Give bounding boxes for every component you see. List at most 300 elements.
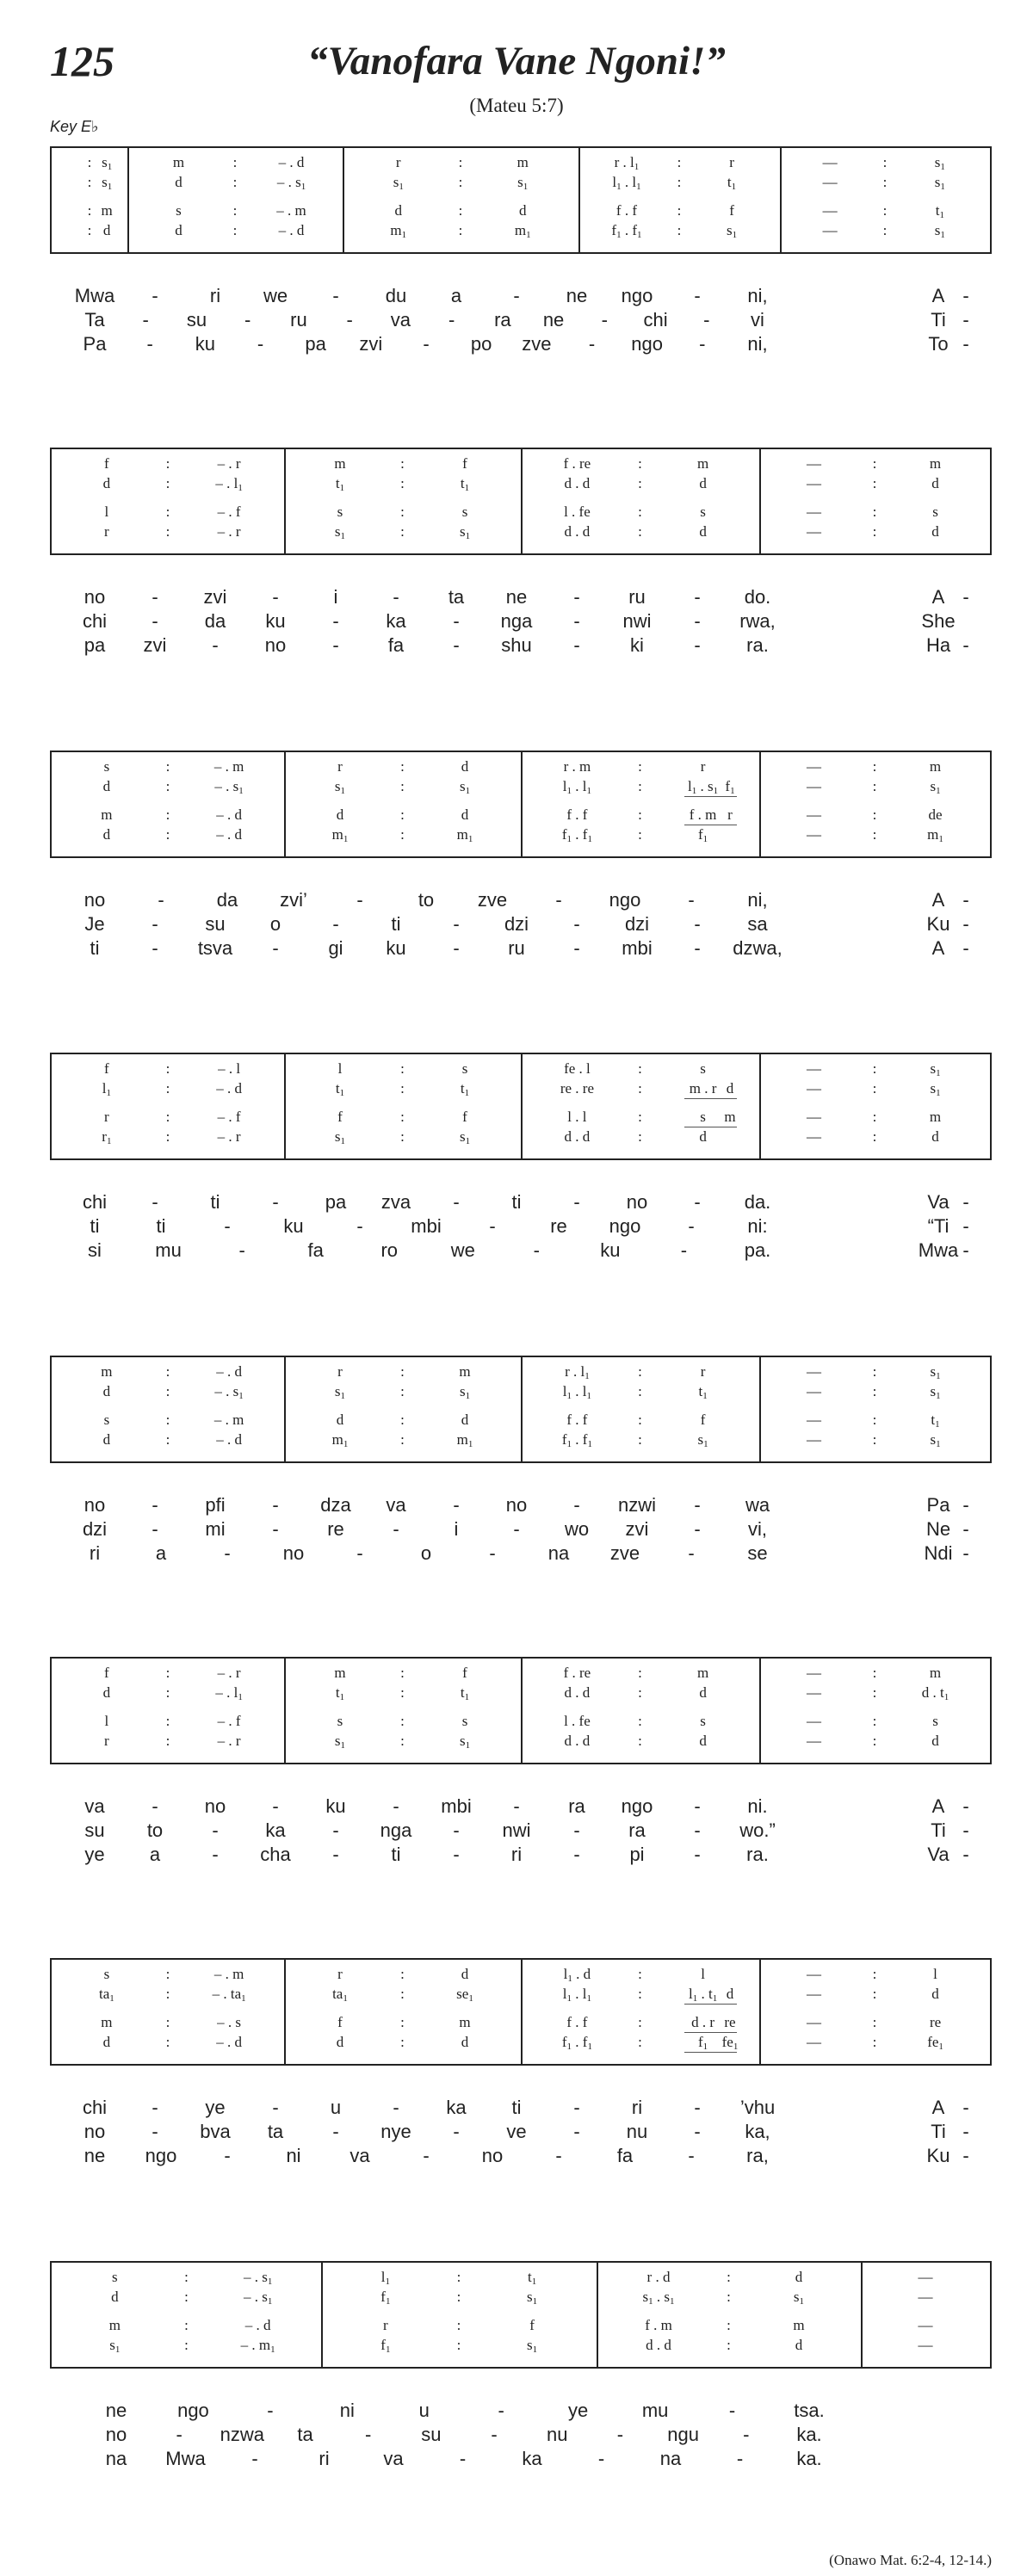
bar-line	[521, 1054, 523, 1158]
lyric-syllable: -	[962, 1518, 969, 1540]
solfa-note: l	[104, 503, 109, 520]
solfa-note: d	[461, 758, 469, 775]
bar-line	[759, 1659, 761, 1763]
solfa-note: $s_1$	[930, 1431, 941, 1449]
solfa-note: f . f	[566, 1412, 588, 1428]
solfa-note: m	[334, 1665, 346, 1681]
lyric-syllable: rwa,	[739, 610, 776, 632]
footnote: (Onawo Mat. 6:2-4, 12-14.)	[829, 2552, 992, 2568]
lyric-syllable: -	[694, 285, 701, 306]
lyric-syllable: A	[931, 586, 945, 608]
solfa-note: —	[806, 2034, 821, 2050]
solfa-note: $s_1$	[334, 523, 346, 541]
solfa-note: —	[806, 1109, 821, 1125]
song-number: 125	[50, 37, 114, 85]
lyric-syllable: Va	[927, 1844, 949, 1865]
solfa-colon: :	[638, 475, 642, 491]
solfa-note: – . r	[217, 1733, 241, 1749]
solfa-colon: :	[165, 1713, 170, 1729]
solfa-note: r	[700, 758, 706, 775]
lyric-line	[0, 284, 1033, 308]
lyric-syllable: ri	[631, 2097, 643, 2118]
solfa-note: – . r	[217, 523, 241, 540]
solfa-note: —	[806, 1966, 821, 1982]
solfa-note: d	[931, 523, 939, 540]
lyric-syllable: -	[962, 333, 969, 355]
lyric-syllable: nu	[547, 2424, 568, 2445]
lyric-syllable: -	[459, 2448, 467, 2469]
solfa-note: r . m	[563, 758, 591, 775]
lyric-syllable: a	[450, 285, 462, 306]
solfa-colon: :	[638, 2014, 642, 2030]
lyric-line	[0, 633, 1033, 658]
solfa-colon: :	[165, 523, 170, 540]
solfa-colon: :	[872, 1966, 877, 1982]
bar-line	[578, 148, 580, 252]
solfa-colon: :	[638, 1060, 642, 1077]
lyric-line	[0, 2144, 1033, 2168]
lyric-syllable: -	[962, 634, 969, 656]
lyric-syllable: re	[327, 1518, 344, 1540]
solfa-colon: :	[872, 1684, 877, 1701]
lyric-syllable: pfi	[205, 1494, 226, 1516]
lyric-syllable: A	[931, 937, 945, 959]
lyric-syllable: nga	[380, 1819, 412, 1841]
solfa-colon: :	[872, 1431, 877, 1448]
lyric-syllable: Ku	[926, 913, 950, 935]
solfa-colon: :	[232, 154, 238, 170]
lyric-syllable: zvi	[143, 634, 167, 656]
solfa-colon: :	[400, 1060, 405, 1077]
lyric-syllable: -	[688, 889, 695, 911]
bar-line	[284, 1054, 286, 1158]
lyric-syllable: na	[659, 2448, 682, 2469]
solfa-note: $f_1$	[380, 2289, 391, 2307]
lyric-syllable: no	[204, 1795, 226, 1817]
solfa-colon: :	[165, 503, 170, 520]
lyric-syllable: ku	[283, 1215, 304, 1237]
lyric-syllable: -	[453, 610, 460, 632]
lyric-syllable: ka	[386, 610, 406, 632]
solfa-note: $l_1$ . d	[563, 1966, 591, 1984]
lyric-syllable: -	[453, 1494, 460, 1516]
lyric-syllable: -	[588, 333, 596, 355]
solfa-note: d	[102, 1383, 111, 1399]
solfa-note: $f_1$	[697, 826, 708, 844]
lyric-syllable: chi	[82, 610, 108, 632]
lyric-syllable: dza	[320, 1494, 351, 1516]
solfa-note: – . $m_1$	[240, 2337, 275, 2355]
lyric-syllable: a	[149, 1844, 161, 1865]
bar-line	[597, 2263, 598, 2367]
solfa-note: d . d	[646, 2337, 671, 2353]
bar-line	[521, 1357, 523, 1461]
lyric-syllable: -	[267, 2400, 274, 2421]
solfa-note: —	[806, 2014, 821, 2030]
lyric-syllable: do.	[744, 586, 771, 608]
lyric-syllable: -	[453, 1844, 460, 1865]
solfa-note: —	[918, 2337, 933, 2353]
solfa-note: —	[918, 2317, 933, 2333]
lyric-syllable: vi	[751, 309, 764, 330]
bar-line	[759, 449, 761, 553]
solfa-note: f . f	[615, 202, 637, 219]
solfa-colon: :	[165, 806, 170, 823]
lyric-syllable: -	[332, 1819, 339, 1841]
solfa-colon: :	[638, 1109, 642, 1125]
lyric-syllable: -	[152, 913, 158, 935]
lyric-syllable: -	[962, 586, 969, 608]
lyric-syllable: -	[680, 1239, 688, 1261]
lyric-syllable: mbi	[411, 1215, 442, 1237]
lyric-syllable: wo	[564, 1518, 590, 1540]
solfa-note: $s_1$	[517, 174, 529, 192]
solfa-note: s	[103, 1966, 110, 1982]
lyric-syllable: ti	[511, 1191, 522, 1213]
solfa-note: $m_1$	[331, 1431, 349, 1449]
lyric-syllable: -	[346, 309, 353, 330]
lyric-syllable: -	[489, 1215, 496, 1237]
solfa-note: $s_1$	[930, 1080, 941, 1098]
solfa-note: $s_1$	[459, 1733, 471, 1751]
solfa-note: $s_1$	[527, 2337, 538, 2355]
solfa-colon: :	[184, 2337, 189, 2353]
lyric-syllable: we	[450, 1239, 475, 1261]
lyric-syllable: ngo	[621, 1795, 653, 1817]
lyric-syllable: i	[454, 1518, 459, 1540]
solfa-note: m	[101, 2014, 113, 2030]
lyric-line	[0, 308, 1033, 332]
lyric-syllable: -	[597, 2448, 605, 2469]
solfa-colon: :	[165, 1684, 170, 1701]
lyric-syllable: -	[694, 2121, 701, 2142]
lyric-line	[0, 2447, 1033, 2471]
solfa-note: m	[334, 455, 346, 472]
lyric-syllable: Je	[84, 913, 105, 935]
lyric-syllable: -	[694, 1518, 701, 1540]
solfa-colon: :	[400, 1431, 405, 1448]
lyric-line	[0, 936, 1033, 961]
solfa-note: – . d	[216, 1363, 242, 1380]
lyric-syllable: -	[453, 2121, 460, 2142]
lyric-syllable: va	[84, 1795, 105, 1817]
solfa-note: —	[806, 758, 821, 775]
solfa-note: l	[701, 1966, 705, 1982]
solfa-note: d	[111, 2289, 119, 2305]
lyric-syllable: no	[105, 2424, 127, 2445]
lyric-syllable: -	[365, 2424, 372, 2445]
solfa-note: – . l	[218, 1060, 241, 1077]
lyric-syllable: A	[931, 1795, 945, 1817]
lyric-syllable: da.	[744, 1191, 771, 1213]
lyric-syllable: no	[626, 1191, 648, 1213]
solfa-colon: :	[165, 455, 170, 472]
solfa-colon: :	[165, 1665, 170, 1681]
lyric-syllable: -	[453, 1819, 460, 1841]
lyric-syllable: -	[332, 285, 339, 306]
solfa-note: – . d	[216, 2034, 242, 2050]
solfa-note: d	[336, 1412, 344, 1428]
lyric-syllable: ku	[600, 1239, 621, 1261]
solfa-note: —	[806, 1713, 821, 1729]
solfa-note: l . fe	[564, 1713, 591, 1729]
solfa-note: $s_1$	[393, 174, 404, 192]
bar-line	[284, 1659, 286, 1763]
solfa-note: $f_1$	[725, 778, 735, 796]
solfa-colon: :	[677, 174, 682, 190]
lyric-syllable: -	[728, 2400, 736, 2421]
lyric-syllable: -	[694, 586, 701, 608]
solfa-colon: :	[87, 202, 92, 219]
solfa-note: $l_1$	[102, 1080, 111, 1098]
solfa-note: —	[822, 174, 838, 190]
solfa-note: —	[806, 806, 821, 823]
bar-line	[284, 752, 286, 856]
bar-line	[284, 1960, 286, 2064]
lyric-syllable: -	[513, 285, 520, 306]
lyric-syllable: zve	[609, 1542, 640, 1564]
solfa-colon: :	[87, 222, 92, 238]
solfa-colon: :	[400, 2034, 405, 2050]
lyric-syllable: -	[694, 1494, 701, 1516]
lyric-syllable: -	[573, 1494, 580, 1516]
lyric-syllable: -	[694, 634, 701, 656]
lyric-syllable: -	[152, 1795, 158, 1817]
lyric-syllable: no	[84, 2121, 106, 2142]
solfa-colon: :	[400, 455, 405, 472]
lyric-syllable: fa	[387, 634, 405, 656]
solfa-colon: :	[638, 503, 642, 520]
lyric-syllable: -	[272, 586, 279, 608]
solfa-colon: :	[232, 174, 238, 190]
solfa-colon: :	[872, 1128, 877, 1145]
solfa-colon: :	[400, 1966, 405, 1982]
solfa-colon: :	[638, 758, 642, 775]
solfa-colon: :	[165, 1431, 170, 1448]
solfa-colon: :	[638, 1966, 642, 1982]
solfa-note: d	[699, 523, 707, 540]
lyric-syllable: -	[736, 2448, 744, 2469]
lyric-syllable: no	[84, 586, 106, 608]
lyric-syllable: tsa.	[794, 2400, 825, 2421]
solfa-colon: :	[165, 475, 170, 491]
lyric-syllable: ni.	[747, 1795, 768, 1817]
solfa-note: – . d	[216, 826, 242, 843]
lyric-syllable: -	[688, 1542, 695, 1564]
solfa-note: d	[795, 2269, 803, 2285]
solfa-colon: :	[400, 1684, 405, 1701]
lyric-syllable: -	[962, 1795, 969, 1817]
solfa-note: – . m	[213, 1966, 244, 1982]
solfa-colon: :	[872, 778, 877, 794]
lyric-syllable: -	[272, 1191, 279, 1213]
lyric-syllable: ki	[630, 634, 644, 656]
solfa-note: $s_1$	[459, 1383, 471, 1401]
solfa-note: l . fe	[564, 503, 591, 520]
solfa-colon: :	[638, 1665, 642, 1681]
solfa-note: r	[727, 806, 733, 823]
lyric-syllable: po	[470, 333, 492, 355]
solfa-colon: :	[882, 222, 888, 238]
lyric-syllable: Ti	[931, 309, 946, 330]
solfa-colon: :	[232, 222, 238, 238]
lyric-syllable: nwi	[502, 1819, 531, 1841]
solfa-colon: :	[638, 1383, 642, 1399]
solfa-note: s	[176, 202, 182, 219]
lyric-syllable: ti	[391, 913, 401, 935]
solfa-note: d . d	[564, 1684, 591, 1701]
bar-line	[284, 1357, 286, 1461]
solfa-colon: :	[727, 2289, 731, 2305]
solfa-colon: :	[400, 2014, 405, 2030]
solfa-note: f	[729, 202, 734, 219]
lyric-syllable: ri	[510, 1844, 523, 1865]
lyric-syllable: nga	[500, 610, 533, 632]
solfa-note: $t_1$	[335, 1684, 345, 1702]
solfa-note: —	[806, 1060, 821, 1077]
solfa-note: d	[102, 826, 111, 843]
solfa-note: r	[104, 1733, 109, 1749]
solfa-note: —	[806, 1383, 821, 1399]
solfa-note: – . $s_1$	[243, 2269, 273, 2287]
lyric-syllable: nwi	[622, 610, 652, 632]
solfa-note: $f_1$ . $f_1$	[561, 826, 592, 844]
solfa-note: r	[337, 1966, 343, 1982]
solfa-colon: :	[638, 806, 642, 823]
lyric-syllable: -	[573, 2121, 580, 2142]
solfa-note: – . d	[278, 154, 305, 170]
solfa-colon: :	[165, 2034, 170, 2050]
lyric-syllable: -	[146, 333, 153, 355]
lyric-syllable: -	[272, 1795, 279, 1817]
lyric-syllable: -	[257, 333, 264, 355]
solfa-note: $t_1$	[335, 1080, 345, 1098]
lyric-syllable: ra.	[746, 1844, 769, 1865]
lyric-syllable: ti	[511, 2097, 522, 2118]
lyric-syllable: -	[356, 1215, 363, 1237]
lyric-syllable: Mwa	[74, 285, 115, 306]
solfa-colon: :	[638, 1986, 642, 2002]
lyric-syllable: -	[573, 1844, 580, 1865]
lyric-syllable: -	[962, 2097, 969, 2118]
solfa-colon: :	[165, 1060, 170, 1077]
solfa-colon: :	[727, 2317, 731, 2333]
solfa-colon: :	[677, 154, 682, 170]
lyric-syllable: -	[694, 2097, 701, 2118]
solfa-colon: :	[184, 2317, 189, 2333]
lyric-syllable: fa	[616, 2145, 634, 2166]
lyric-syllable: ru	[290, 309, 307, 330]
solfa-note: – . d	[216, 806, 242, 823]
lyric-syllable: -	[962, 1215, 969, 1237]
solfa-note: $m_1$	[456, 826, 473, 844]
lyric-syllable: -	[212, 634, 219, 656]
lyric-syllable: -	[573, 634, 580, 656]
lyric-syllable: zvi	[625, 1518, 649, 1540]
lyric-syllable: -	[694, 1844, 701, 1865]
lyric-syllable: -	[224, 2145, 231, 2166]
solfa-note: $l_1$ . $l_1$	[562, 1383, 592, 1401]
solfa-note: s	[700, 1109, 706, 1125]
lyric-syllable: -	[224, 1215, 231, 1237]
solfa-note: r	[104, 1109, 109, 1125]
solfa-note: d . d	[564, 1733, 591, 1749]
bar-line	[861, 2263, 863, 2367]
lyric-line	[0, 1493, 1033, 1517]
slur-line	[684, 2032, 737, 2033]
solfa-note: m	[101, 1363, 113, 1380]
solfa-note: l	[104, 1713, 109, 1729]
bar-line	[759, 1357, 761, 1461]
lyric-syllable: -	[962, 2121, 969, 2142]
solfa-colon: :	[872, 1986, 877, 2002]
lyric-syllable: ri	[209, 285, 221, 306]
solfa-colon: :	[456, 2337, 461, 2353]
solfa-note: —	[806, 455, 821, 472]
solfa-note: —	[806, 523, 821, 540]
solfa-note: $s_1$	[934, 174, 945, 192]
solfa-note: m	[459, 2014, 471, 2030]
solfa-colon: :	[638, 1080, 642, 1096]
lyric-syllable: -	[448, 309, 455, 330]
solfa-note: l	[337, 1060, 343, 1077]
solfa-colon: :	[400, 503, 405, 520]
solfa-note: f	[104, 1665, 109, 1681]
solfa-note: s	[700, 1060, 706, 1077]
lyric-syllable: chi	[643, 309, 668, 330]
solfa-colon: :	[456, 2317, 461, 2333]
lyric-syllable: -	[573, 586, 580, 608]
solfa-note: d	[461, 1966, 469, 1982]
lyric-syllable: -	[176, 2424, 182, 2445]
solfa-note: $s_1$	[930, 1383, 941, 1401]
solfa-note: d	[102, 778, 111, 794]
solfa-note: – . m	[276, 202, 306, 219]
lyric-syllable: ne	[566, 285, 588, 306]
solfa-note: $f_1$	[697, 2034, 708, 2052]
lyric-syllable: pa	[305, 333, 326, 355]
solfa-note: m	[459, 1363, 471, 1380]
solfa-note: s	[103, 758, 110, 775]
lyric-syllable: -	[688, 2145, 695, 2166]
solfa-note: $fe_1$	[721, 2034, 739, 2052]
solfa-note: f . re	[563, 1665, 591, 1681]
lyric-syllable: -	[453, 634, 460, 656]
solfa-colon: :	[872, 475, 877, 491]
solfa-note: $l_1$ . $l_1$	[612, 174, 641, 192]
lyric-syllable: A	[931, 285, 945, 306]
solfa-note: – . r	[217, 1665, 241, 1681]
solfa-note: d	[102, 475, 111, 491]
lyric-syllable: -	[272, 1518, 279, 1540]
bar-line	[321, 2263, 323, 2367]
solfa-note: f	[462, 455, 467, 472]
lyric-syllable: su	[84, 1819, 105, 1841]
lyric-syllable: -	[962, 913, 969, 935]
lyric-syllable: ku	[195, 333, 215, 355]
solfa-colon: :	[400, 1733, 405, 1749]
solfa-note: m	[516, 154, 529, 170]
solfa-colon: :	[458, 174, 463, 190]
lyric-syllable: ngu	[667, 2424, 699, 2445]
lyric-syllable: -	[152, 2121, 158, 2142]
solfa-note: $s_1$	[459, 1128, 471, 1146]
solfa-note: —	[822, 154, 838, 170]
solfa-note: $s_1$	[930, 1363, 941, 1381]
lyric-syllable: chi	[82, 1191, 108, 1213]
lyric-syllable: dzi	[504, 913, 529, 935]
solfa-note: m	[724, 1109, 736, 1125]
